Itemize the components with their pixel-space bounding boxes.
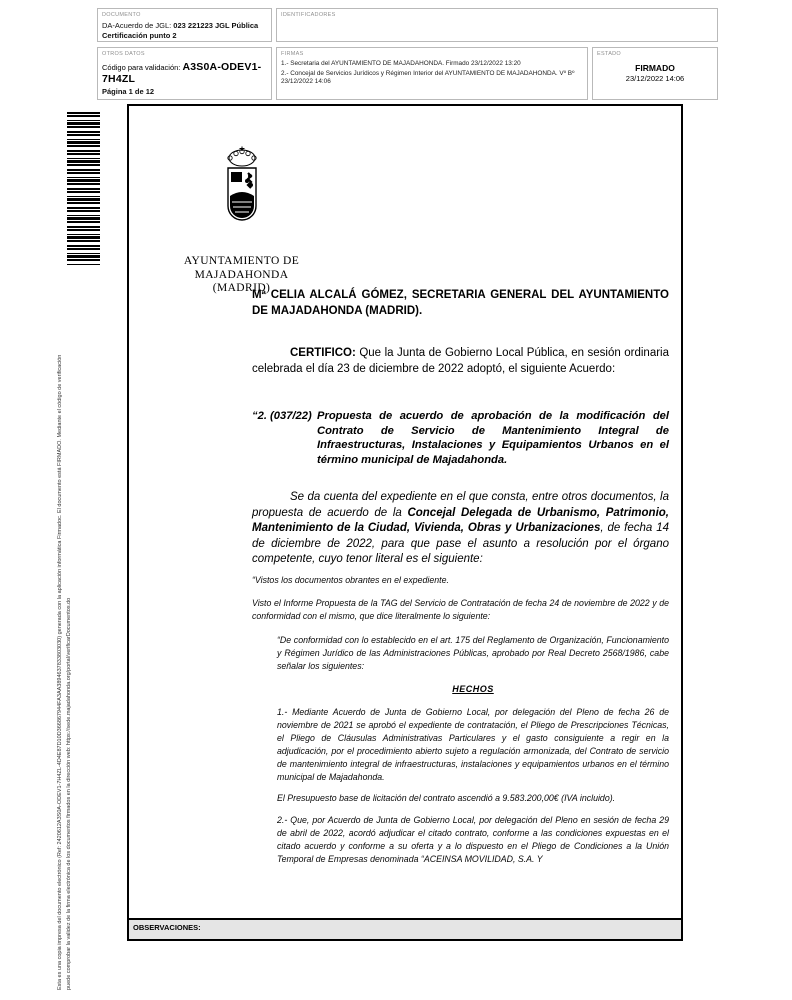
header-otros-datos-box (97, 47, 272, 100)
concejal-bold: Concejal Delegada de Urbanismo, Patrimonio, Mantenimiento de la Ciudad, Vivienda, Obras y Urbanizaciones (252, 506, 669, 534)
agreement-text: Propuesta de acuerdo de aprobación de la modificación del Contrato de Servicio de Mantenimiento Integral de Infraestructuras, Instalaciones y Equipamientos Urbanos en el término municipal de Majadahonda. (317, 410, 669, 466)
header-firmas-box (276, 47, 588, 100)
page-indicator: Página 1 de 12 (102, 87, 155, 96)
expediente-paragraph: Se da cuenta del expediente en el que consta, entre otros documentos, la propuesta de acuerdo de la Concejal Delegada de Urbanismo, Patrimonio, Mantenimiento de la Ciudad, Vivienda, Obras y Urbanizaciones, de fecha 14 de diciembre de 2022, para que pase el asunto a resolución por el órgano competente, cuyo tenor literal es el siguiente: (252, 491, 669, 565)
document-frame (127, 104, 683, 941)
agreement-title (252, 409, 669, 467)
agreement-number: “2. (037/22) (252, 410, 312, 422)
status-firmado: FIRMADO (635, 63, 675, 73)
documento-line1: DA-Acuerdo de JGL: 023 221223 JGL Pública (102, 21, 259, 30)
quote-vistos: “Vistos los documentos obrantes en el expediente. (252, 575, 449, 585)
logo-line2: MAJADAHONDA (194, 268, 289, 281)
verification-margin-line2: puede comprobar la validez de la firma electrónica de los documentos firmados en la dirección web: https://sede.majadahonda.org/portal/verificarDocumentos.do (65, 597, 72, 990)
identificadores-label: IDENTIFICADORES (281, 12, 336, 18)
validation-code: Código para validación: A3S0A-ODEV1-7H4ZL (102, 61, 262, 85)
quote-conformidad: “De conformidad con lo establecido en el art. 175 del Reglamento de Organización, Funcionamiento y Régimen Jurídico de las Administraciones Públicas, aprobado por Real Decreto 2568/1986, cabe señalar los siguientes: (277, 635, 669, 671)
firmas-label: FIRMAS (281, 51, 304, 57)
fact-2: 2.- Que, por Acuerdo de Junta de Gobierno Local, por delegación del Pleno en sesión de fecha 29 de abril de 2022, acordó adjudicar el citado contrato, conforme a las condiciones expuestas en el citado acuerdo y conforme a su oferta y a lo dispuesto en el Pliego de Condiciones a la Unión Temporal de Empresas denominada “ACEINSA MOVILIDAD, S.A. Y (277, 815, 669, 864)
municipality-logo (169, 146, 314, 296)
signature-line-1: 1.- Secretaria del AYUNTAMIENTO DE MAJADAHONDA. Firmado 23/12/2022 13:20 (281, 60, 521, 67)
observaciones-box (129, 918, 681, 939)
header-documento-box (97, 8, 272, 42)
logo-line1: AYUNTAMIENTO DE (183, 255, 300, 267)
status-datetime: 23/12/2022 14:06 (625, 74, 685, 83)
otros-datos-label: OTROS DATOS (102, 51, 145, 57)
quote-informe: Visto el Informe Propuesta de la TAG del Servicio de Contratación de fecha 24 de noviembre de 2022 y de conformidad con el mismo, que dice literalmente lo siguiente: (252, 598, 669, 621)
barcode (67, 112, 100, 265)
verification-margin-text (56, 268, 73, 990)
fact-1: 1.- Mediante Acuerdo de Junta de Gobierno Local, por delegación del Pleno de fecha 26 de noviembre de 2021 se aprobó el expediente de contratación, el Pliego de Prescripciones Técnicas, el Pliego de Cláusulas Administrativas Particulares y el gasto consiguiente a regir en la adjudicación, por el procedimiento abierto sujeto a regulación armonizada, del Contrato de servicio de mantenimiento integral de infraestructuras, instalaciones y equipamientos urbanos en el término municipal de Majadahonda. (277, 707, 669, 782)
documento-label: DOCUMENTO (102, 12, 141, 18)
secretary-heading: Mª CELIA ALCALÁ GÓMEZ, SECRETARIA GENERAL DEL AYUNTAMIENTO DE MAJADAHONDA (MADRID). (252, 289, 669, 317)
hechos-heading: HECHOS (452, 684, 494, 694)
header-estado-box (592, 47, 718, 100)
certifico-paragraph: CERTIFICO: Que la Junta de Gobierno Local Pública, en sesión ordinaria celebrada el día 23 de diciembre de 2022 adoptó, el siguiente Acuerdo: (252, 347, 669, 375)
documento-line2: Certificación punto 2 (102, 31, 177, 40)
certifico-word: CERTIFICO: (290, 347, 356, 359)
observaciones-label: OBSERVACIONES: (133, 923, 201, 932)
logo-line3: (MADRID) (212, 282, 271, 294)
header-identificadores-box (276, 8, 718, 42)
fact-1-budget: El Presupuesto base de licitación del contrato ascendió a 9.583.200,00€ (IVA incluido). (277, 793, 616, 803)
estado-label: ESTADO (597, 51, 622, 57)
signature-line-2: 2.- Concejal de Servicios Jurídicos y Régimen Interior del AYUNTAMIENTO DE MAJADAHONDA. Vº Bº 23/12/2022 14:06 (281, 69, 575, 86)
verification-margin-line1: Esta es una copia impresa del documento electrónico (Ref: 2420612A3S0A-ODEV1-7H4ZL-4D4E87D10D366867944FA3AA3894637833803030) generada con la aplicación informática Firmadoc. El documento está FIRMADO. Mediante el código de verificación (57, 354, 63, 990)
coat-of-arms-icon (219, 146, 265, 246)
